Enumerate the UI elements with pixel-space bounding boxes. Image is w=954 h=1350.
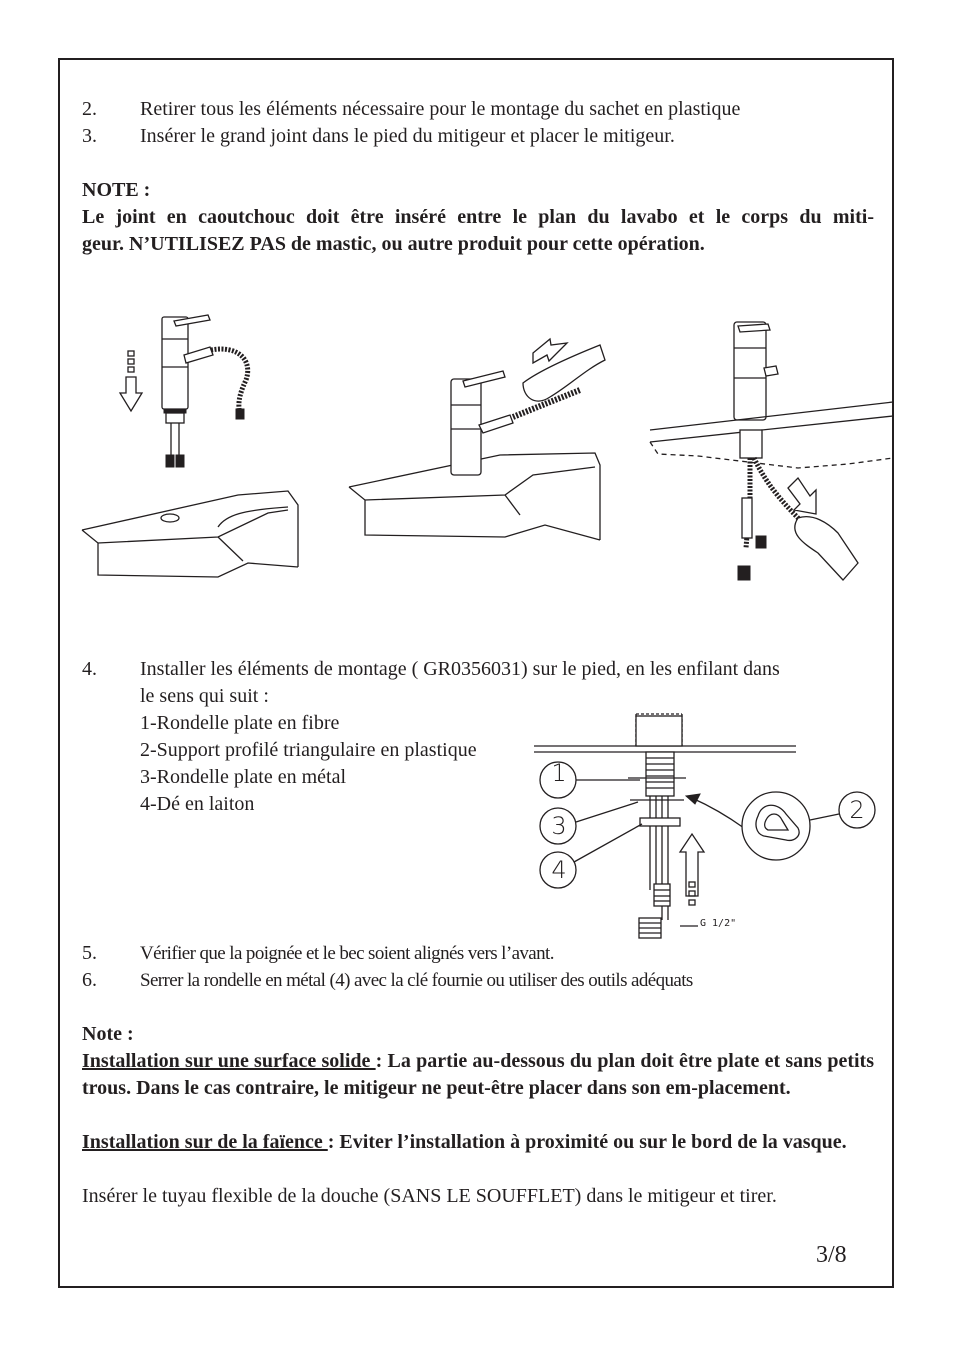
note-2-faience [82, 1129, 874, 1156]
note-2-solid-surface [82, 1048, 874, 1102]
note-1-line-2: geur. N’UTILISEZ PAS de mastic, ou autre produit pour cette opération. [82, 233, 705, 255]
step-4-number: 4. [82, 658, 97, 680]
step-4-item-4: 4-Dé en laiton [140, 793, 255, 815]
note-1-line-1: Le joint en caoutchouc doit être inséré entre le plan du lavabo et le corps du miti- [82, 206, 874, 228]
step-4-item-3: 3-Rondelle plate en métal [140, 766, 347, 788]
step-3-text: Insérer le grand joint dans le pied du mitigeur et placer le mitigeur. [140, 125, 675, 147]
page-number: 3/8 [816, 1242, 847, 1268]
step-6-text: Serrer la rondelle en métal (4) avec la clé fournie ou utiliser des outils adéquats [140, 970, 693, 991]
label-circle-2: 2 [849, 796, 865, 824]
step-3-number: 3. [82, 125, 97, 147]
solid-surface-heading: Installation sur une surface solide [82, 1050, 376, 1072]
note-1-title: NOTE : [82, 179, 151, 201]
step-2-number: 2. [82, 98, 97, 120]
step-5-text: Vérifier que la poignée et le bec soient alignés vers l’avant. [140, 943, 554, 964]
step-4-item-2: 2-Support profilé triangulaire en plastique [140, 739, 477, 761]
faience-heading: Installation sur de la faïence [82, 1131, 328, 1153]
note-2-title: Note : [82, 1023, 134, 1045]
step-2-text: Retirer tous les éléments nécessaire pour le montage du sachet en plastique [140, 98, 741, 120]
faience-body: : Eviter l’installation à proximité ou sur le bord de la vasque. [327, 1131, 847, 1153]
solid-surface-body: : La partie au-dessous du plan doit être plate et sans petits trous. Dans le cas contraire, le mitigeur ne peut-être placer dans son em-placement. [82, 1050, 874, 1099]
mounting-diagram [530, 710, 890, 940]
thread-size-label: G 1/2" [700, 918, 737, 929]
note-2-final-instruction: Insérer le tuyau flexible de la douche (SANS LE SOUFFLET) dans le mitigeur et tirer. [82, 1185, 777, 1207]
step-4-item-1: 1-Rondelle plate en fibre [140, 712, 340, 734]
step-4-line-2: le sens qui suit : [140, 685, 269, 707]
label-circle-3: 3 [551, 812, 567, 840]
step-5-number: 5. [82, 942, 97, 964]
illustration-mixer-insert [78, 305, 308, 590]
step-6-number: 6. [82, 969, 97, 991]
step-4-line-1: Installer les éléments de montage ( GR0356031) sur le pied, en les enfilant dans [140, 658, 780, 680]
illustration-pull-hose [648, 318, 893, 588]
illustration-mixer-hose [345, 335, 610, 550]
label-circle-4: 4 [551, 856, 567, 884]
label-circle-1: 1 [551, 759, 567, 787]
